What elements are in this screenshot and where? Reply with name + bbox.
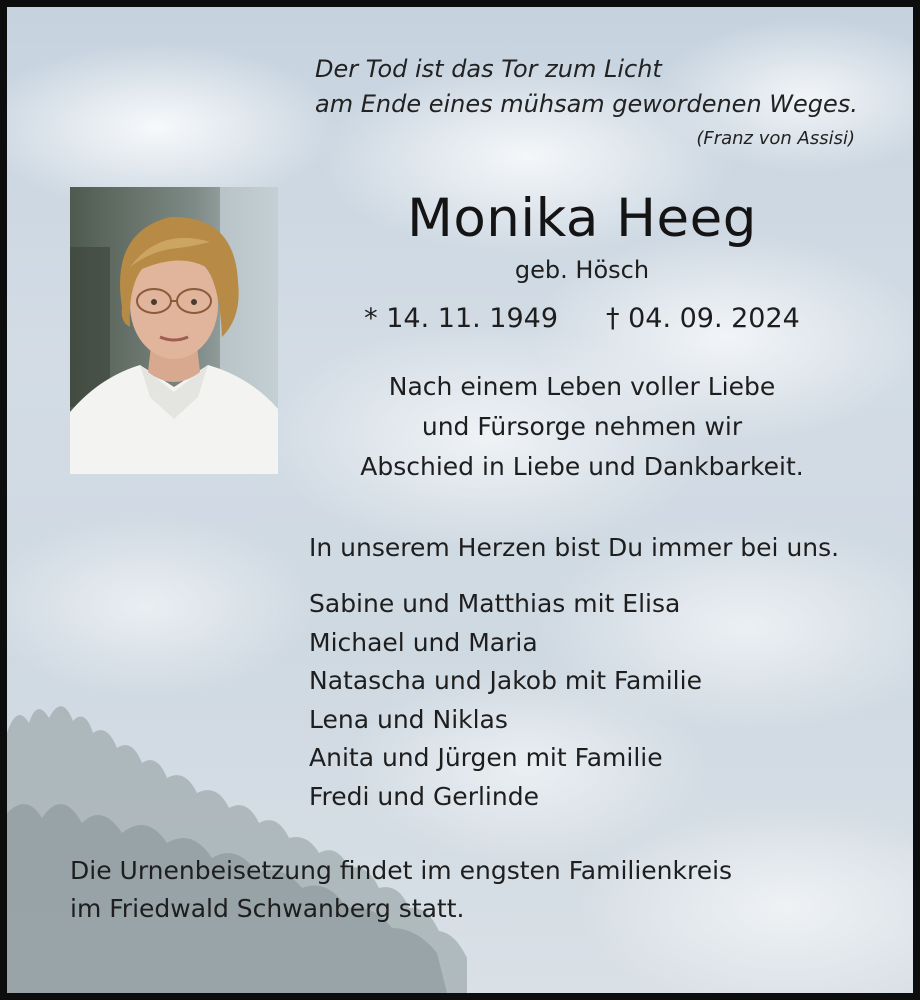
birth-date: * 14. 11. 1949 xyxy=(364,303,558,334)
notice-line-1: Die Urnenbeisetzung findet im engsten Familienkreis xyxy=(70,856,733,885)
tribute-text xyxy=(317,367,847,487)
heart-line: In unserem Herzen bist Du immer bei uns. xyxy=(309,533,840,562)
burial-notice xyxy=(70,852,732,928)
tribute-line-1: Nach einem Leben voller Liebe xyxy=(388,372,776,401)
portrait-photo xyxy=(70,187,278,474)
death-date: † 04. 09. 2024 xyxy=(606,303,800,334)
birth-name: geb. Hösch xyxy=(514,256,650,284)
family-member: Sabine und Matthias mit Elisa xyxy=(309,589,681,618)
family-member: Natascha und Jakob mit Familie xyxy=(309,666,702,696)
name-block xyxy=(317,187,847,339)
notice-line-2: im Friedwald Schwanberg statt. xyxy=(70,894,465,923)
quote-line-1: Der Tod ist das Tor zum Licht xyxy=(315,55,662,83)
family-member: Michael und Maria xyxy=(309,627,538,657)
tribute-line-3: Abschied in Liebe und Dankbarkeit. xyxy=(360,452,804,481)
family-list xyxy=(309,585,702,817)
portrait-illustration xyxy=(70,187,278,474)
family-member: Lena und Niklas xyxy=(309,704,508,734)
deceased-name: Monika Heeg xyxy=(407,188,757,249)
quote-source: (Franz von Assisi) xyxy=(696,128,855,149)
tribute-line-2: und Fürsorge nehmen wir xyxy=(421,412,743,441)
family-member: Anita und Jürgen mit Familie xyxy=(309,743,663,773)
life-dates xyxy=(317,299,847,339)
quote-line-2: am Ende eines mühsam gewordenen Weges. xyxy=(315,90,858,118)
quote xyxy=(315,52,858,154)
family-member: Fredi und Gerlinde xyxy=(309,781,539,811)
